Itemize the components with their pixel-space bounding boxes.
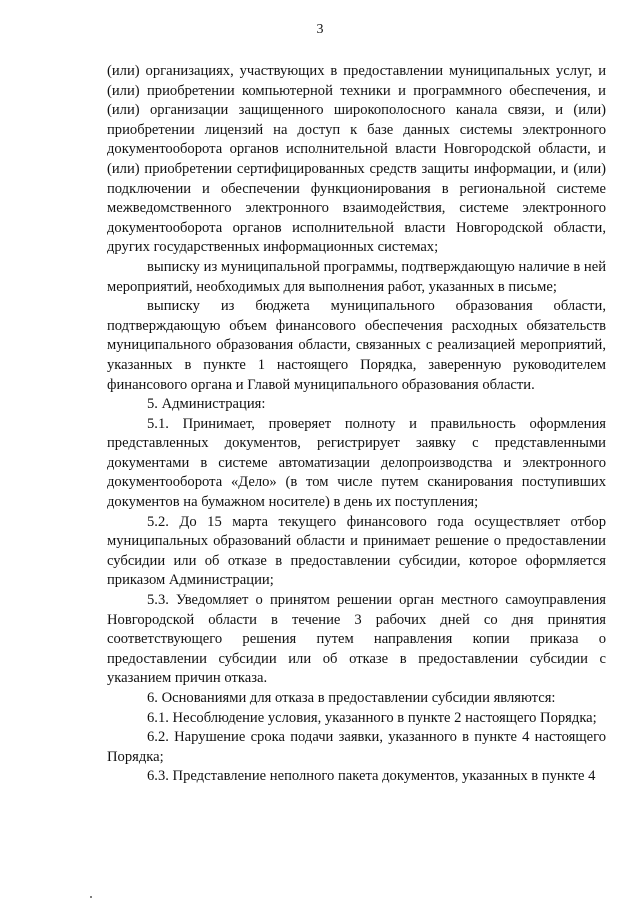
- scan-artifact-dot: [90, 896, 92, 898]
- paragraph-6-2: 6.2. Нарушение срока подачи заявки, указанного в пункте 4 настоящего Порядка;: [107, 729, 606, 765]
- page-number: 3: [316, 22, 324, 37]
- paragraph-5-3: 5.3. Уведомляет о принятом решении орган местного самоуправления Новгородской области в течение 3 рабочих дней со дня принятия соответствующего решения путем направления копии приказа о предоставлении субсидии или об отказе в предоставлении субсидии с указанием причин отказа.: [107, 592, 606, 687]
- paragraph-6-3: 6.3. Представление неполного пакета документов, указанных в пункте 4: [147, 768, 596, 785]
- paragraph-section-5-heading: 5. Администрация:: [147, 396, 266, 413]
- body-text: [107, 62, 606, 787]
- paragraph-budget-extract: выписку из бюджета муниципального образования области, подтверждающую объем финансового обеспечения расходных обязательств муниципального образования области, связанных с реализацией мероприятий, указанных в пункте 1 настоящего Порядка, заверенную руководителем финансового органа и Главой муниципального образования области.: [107, 298, 606, 393]
- paragraph-5-1: 5.1. Принимает, проверяет полноту и правильность оформления представленных документов, регистрирует заявку с представленными документами в системе автоматизации делопроизводства и электронного документооборота «Дело» (в том числе путем сканирования поступивших документов на бумажном носителе) в день их поступления;: [107, 415, 606, 511]
- paragraph-program-extract: выписку из муниципальной программы, подтверждающую наличие в ней мероприятий, необходимых для выполнения работ, указанных в письме;: [107, 258, 606, 295]
- paragraph-continued: (или) организациях, участвующих в предоставлении муниципальных услуг, и (или) приобретении компьютерной техники и программного обеспечения, и (или) организации защищенного широкополосного канала связи, и (или) приобретении лицензий на доступ к базе данных системы электронного документооборота органов исполнительной власти Новгородской области, и (или) приобретении сертифицированных средств защиты информации, и (или) подключении и обеспечении функционирования в региональной системе межведомственного электронного взаимодействия, системе электронного документооборота органов исполнительной власти Новгородской области, других государственных информационных системах;: [107, 63, 606, 256]
- paragraph-6-1: 6.1. Несоблюдение условия, указанного в пункте 2 настоящего Порядка;: [147, 709, 597, 726]
- paragraph-section-6-heading: 6. Основаниями для отказа в предоставлении субсидии являются:: [147, 690, 556, 706]
- paragraph-5-2: 5.2. До 15 марта текущего финансового года осуществляет отбор муниципальных образований области и принимает решение о предоставлении субсидии или об отказе в предоставлении субсидии, которое оформляется приказом Администрации;: [107, 513, 606, 589]
